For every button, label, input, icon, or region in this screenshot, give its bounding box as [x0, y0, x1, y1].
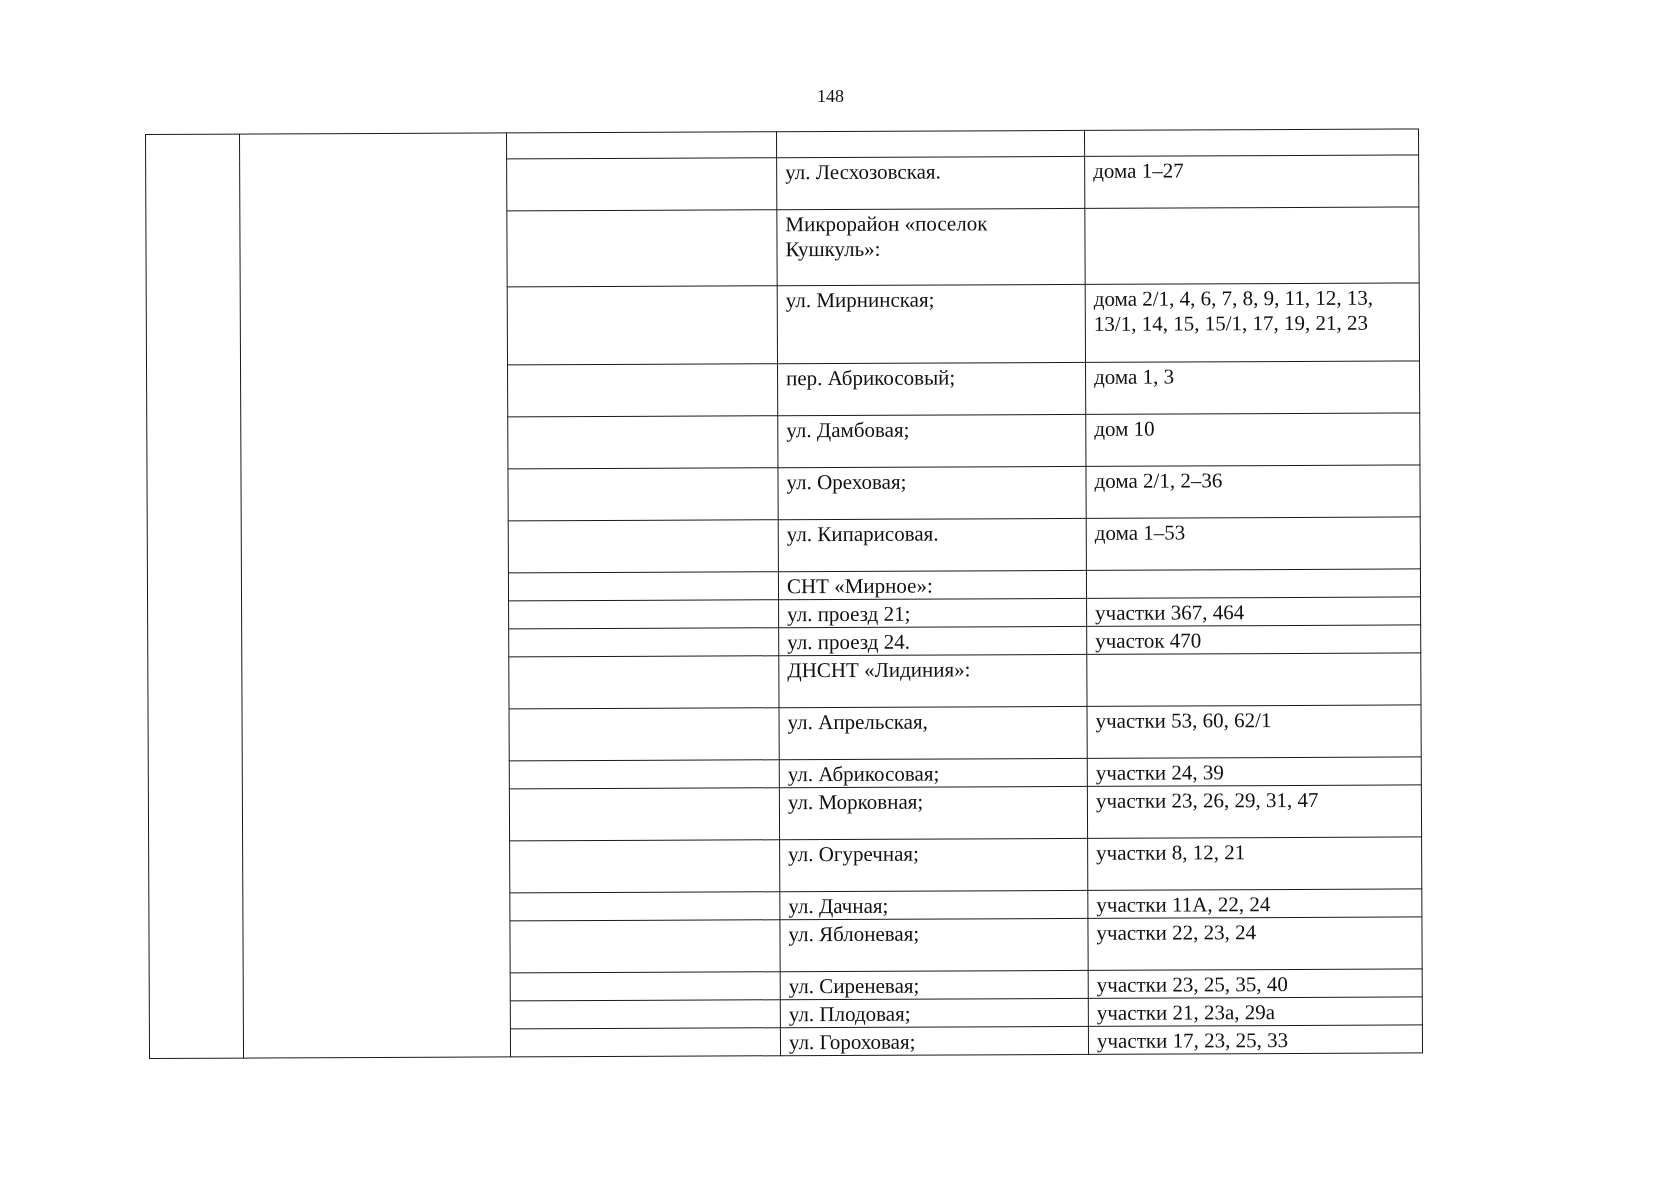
settlement-cell	[510, 920, 780, 973]
settlement-cell	[507, 210, 777, 287]
settlement-cell	[509, 656, 779, 709]
houses-cell: участки 23, 25, 35, 40	[1088, 969, 1422, 998]
settlement-cell	[510, 1000, 780, 1029]
settlement-cell	[510, 892, 780, 921]
settlement-cell	[510, 840, 780, 893]
houses-cell	[1085, 207, 1419, 284]
street-cell: ул. проезд 24.	[779, 626, 1087, 655]
settlement-cell	[508, 364, 778, 417]
houses-cell	[1087, 653, 1421, 706]
street-cell: ул. Огуречная;	[780, 838, 1088, 891]
settlement-cell	[509, 760, 779, 789]
page-number: 148	[817, 86, 844, 106]
street-cell: ул. Ореховая;	[778, 466, 1086, 519]
houses-cell: дом 10	[1086, 413, 1420, 466]
settlement-cell	[509, 708, 779, 761]
houses-cell	[1084, 129, 1418, 156]
settlement-cell	[508, 520, 778, 573]
houses-cell: участки 8, 12, 21	[1088, 837, 1422, 890]
street-cell: ул. Сиреневая;	[780, 970, 1088, 999]
houses-cell: участки 11А, 22, 24	[1088, 889, 1422, 918]
street-cell: ул. Дачная;	[780, 890, 1088, 919]
settlement-cell	[509, 600, 779, 629]
street-cell: ул. Яблоневая;	[780, 918, 1088, 971]
settlement-cell	[510, 972, 780, 1001]
houses-cell: дома 1–27	[1085, 155, 1419, 208]
street-cell: ул. Лесхозовская.	[777, 156, 1085, 209]
settlement-cell	[508, 572, 778, 601]
street-cell: ул. Кипарисовая.	[778, 518, 1086, 571]
street-cell: Микрорайон «поселок Кушкуль»:	[777, 208, 1085, 285]
settlement-cell	[509, 628, 779, 657]
houses-cell	[1086, 569, 1420, 598]
district-column-cell	[240, 133, 511, 1058]
street-cell: ул. Морковная;	[779, 786, 1087, 839]
houses-cell: участки 53, 60, 62/1	[1087, 705, 1421, 758]
address-table-container	[145, 128, 1422, 1059]
settlement-cell	[507, 286, 777, 365]
settlement-cell	[506, 132, 776, 159]
number-column-cell	[146, 134, 244, 1058]
street-cell: ул. Апрельская,	[779, 706, 1087, 759]
street-cell: пер. Абрикосовый;	[778, 362, 1086, 415]
houses-cell: участок 470	[1087, 625, 1421, 654]
houses-cell: участки 23, 26, 29, 31, 47	[1087, 785, 1421, 838]
houses-cell: участки 22, 23, 24	[1088, 917, 1422, 970]
street-cell: ул. Плодовая;	[780, 998, 1088, 1027]
street-cell: ул. Абрикосовая;	[779, 758, 1087, 787]
houses-cell: участки 24, 39	[1087, 757, 1421, 786]
houses-cell: дома 1, 3	[1086, 361, 1420, 414]
settlement-cell	[510, 1028, 780, 1057]
street-cell: ул. Дамбовая;	[778, 414, 1086, 467]
houses-cell: участки 21, 23а, 29а	[1088, 997, 1422, 1026]
address-table-body	[146, 129, 1423, 1059]
street-cell: ул. Мирнинская;	[777, 284, 1085, 363]
houses-cell: дома 2/1, 4, 6, 7, 8, 9, 11, 12, 13, 13/1, 14, 15, 15/1, 17, 19, 21, 23	[1085, 283, 1419, 362]
houses-cell: участки 367, 464	[1087, 597, 1421, 626]
houses-cell: дома 2/1, 2–36	[1086, 465, 1420, 518]
street-cell	[776, 130, 1084, 157]
houses-cell: участки 17, 23, 25, 33	[1088, 1025, 1422, 1054]
street-cell: ул. Гороховая;	[780, 1026, 1088, 1055]
street-cell: СНТ «Мирное»:	[778, 570, 1086, 599]
settlement-cell	[508, 468, 778, 521]
street-cell: ДНСНТ «Лидиния»:	[779, 654, 1087, 707]
address-table	[145, 128, 1423, 1059]
settlement-cell	[507, 158, 777, 211]
houses-cell: дома 1–53	[1086, 517, 1420, 570]
settlement-cell	[509, 788, 779, 841]
settlement-cell	[508, 416, 778, 469]
street-cell: ул. проезд 21;	[779, 598, 1087, 627]
